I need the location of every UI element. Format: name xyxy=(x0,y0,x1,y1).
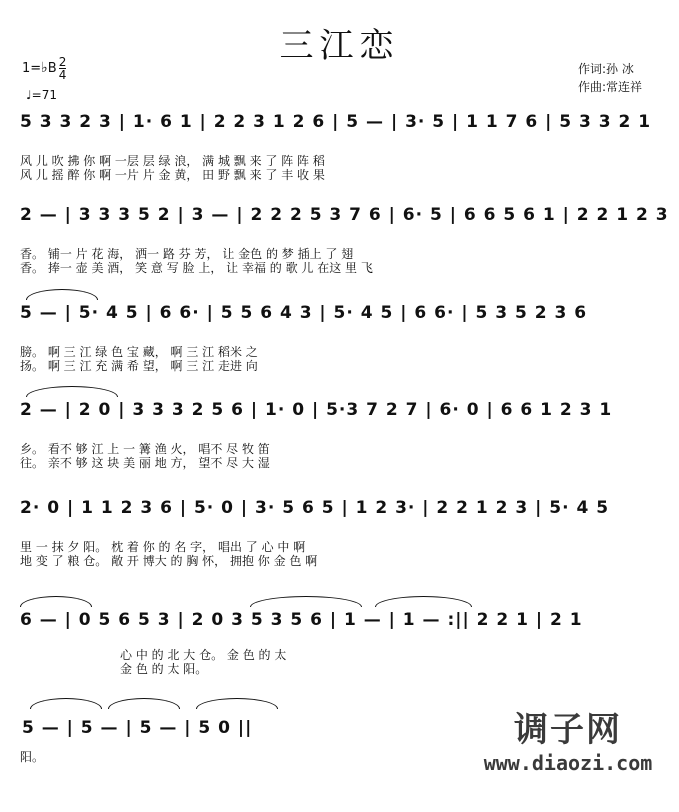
lyrics-line-6-verse-1: 心 中 的 北 大 仓。 金 色 的 太 xyxy=(120,648,287,662)
song-title: 三江恋 xyxy=(279,26,400,66)
time-bottom: 4 xyxy=(58,68,67,82)
watermark-url: www.diaozi.com xyxy=(483,751,653,775)
notes-line-7: 5 — | 5 — | 5 — | 5 0 || xyxy=(22,718,253,738)
score-line-4 xyxy=(0,400,679,500)
lyrics-line-6-verse-2: 金 色 的 太 阳。 xyxy=(120,662,208,676)
lyrics-line-7-verse-1: 阳。 xyxy=(20,750,45,764)
watermark-name: 调子网 xyxy=(514,710,622,750)
lyrics-line-1-verse-2: 风 儿 摇 醉 你 啊 一片 片 金 黄， 田 野 飘 来 了 丰 收 果 xyxy=(20,168,325,182)
key-letter: B xyxy=(47,61,57,76)
lyrics-line-5-verse-1: 里 一 抹 夕 阳。 枕 着 你 的 名 字， 唱出 了 心 中 啊 xyxy=(20,540,306,554)
time-top: 2 xyxy=(58,55,67,69)
time-signature xyxy=(59,56,67,81)
lyricist-credit: 作词:孙 冰 xyxy=(578,62,634,76)
notes-line-2: 2 — | 3 3 3 5 2 | 3 — | 2 2 2 5 3 7 6 | 6· 5 | 6 6 5 6 1 | 2 2 1 2 3 xyxy=(20,205,669,225)
lyrics-line-4-verse-1: 乡。 看不 够 江 上 一 篝 渔 火， 唱不 尽 牧 笛 xyxy=(20,442,270,456)
composer-credit: 作曲:常连祥 xyxy=(578,80,643,94)
score-line-5 xyxy=(0,498,679,598)
key-prefix: 1= xyxy=(22,61,42,76)
notes-line-5: 2· 0 | 1 1 2 3 6 | 5· 0 | 3· 5 6 5 | 1 2 3· | 2 2 1 2 3 | 5· 4 5 xyxy=(20,498,610,518)
watermark xyxy=(468,702,668,775)
notes-line-6: 6 — | 0 5 6 5 3 | 2 0 3 5 3 5 6 | 1 — | 1 — :|| 2 2 1 | 2 1 xyxy=(20,610,583,630)
notes-line-1: 5 3 3 2 3 | 1· 6 1 | 2 2 3 1 2 6 | 5 — | 3· 5 | 1 1 7 6 | 5 3 3 2 1 xyxy=(20,112,652,132)
notes-line-3: 5 — | 5· 4 5 | 6 6· | 5 5 6 4 3 | 5· 4 5 | 6 6· | 5 3 5 2 3 6 xyxy=(20,303,588,323)
lyrics-line-1-verse-1: 风 儿 吹 拂 你 啊 一层 层 绿 浪， 满 城 飘 来 了 阵 阵 稻 xyxy=(20,154,325,168)
score-line-6 xyxy=(0,610,679,710)
flat-sign: ♭ xyxy=(41,60,48,76)
lyrics-line-3-verse-1: 膀。 啊 三 江 绿 色 宝 藏， 啊 三 江 稻米 之 xyxy=(20,345,258,359)
lyrics-line-2-verse-2: 香。 捧一 壶 美 酒， 笑 意 写 脸 上， 让 幸福 的 歌 儿 在这 里 飞 xyxy=(20,261,373,275)
lyrics-line-2-verse-1: 香。 铺一 片 花 海， 洒一 路 芬 芳， 让 金色 的 梦 插上 了 翅 xyxy=(20,247,354,261)
score-line-1 xyxy=(0,112,679,212)
lyrics-line-3-verse-2: 扬。 啊 三 江 充 满 希 望， 啊 三 江 走进 向 xyxy=(20,359,258,373)
tempo-mark: ♩=71 xyxy=(26,88,57,102)
lyrics-line-5-verse-2: 地 变 了 粮 仓。 敞 开 博大 的 胸 怀， 拥抱 你 金 色 啊 xyxy=(20,554,318,568)
score-line-2 xyxy=(0,205,679,305)
notes-line-4: 2 — | 2 0 | 3 3 3 2 5 6 | 1· 0 | 5·3 7 2 7 | 6· 0 | 6 6 1 2 3 1 xyxy=(20,400,613,420)
key-signature xyxy=(22,56,66,81)
lyrics-line-4-verse-2: 往。 亲不 够 这 块 美 丽 地 方， 望不 尽 大 湿 xyxy=(20,456,270,470)
